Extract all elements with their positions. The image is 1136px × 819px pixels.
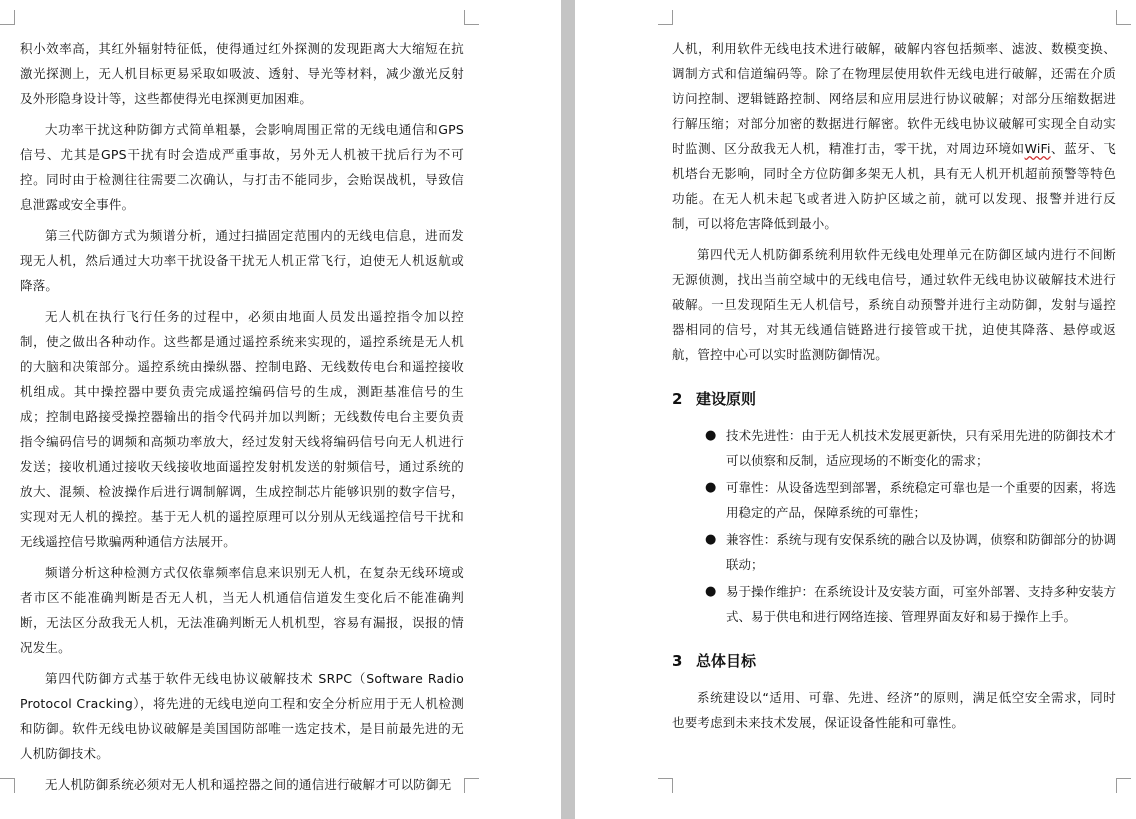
list-item-text: 兼容性：系统与现有安保系统的融合以及协调，侦察和防御部分的协调联动；: [726, 532, 1116, 572]
crop-mark-top-right: [1116, 10, 1131, 25]
bullet-icon: ●: [705, 480, 717, 495]
crop-mark-bottom-right: [1116, 778, 1131, 793]
paragraph[interactable]: 频谱分析这种检测方式仅依靠频率信息来识别无人机，在复杂无线环境或者市区不能准确判断是否无人机，当无人机通信信道发生变化后不能准确判断，无法区分敌我无人机，无法准确判断无人机机型，容易有漏报，误报的情况发生。: [20, 565, 464, 655]
paragraph[interactable]: [672, 36, 1116, 236]
crop-mark-bottom-right: [464, 778, 479, 793]
paragraph[interactable]: 第四代无人机防御系统利用软件无线电处理单元在防御区域内进行不间断无源侦测，找出当前空域中的无线电信号，通过软件无线电协议破解技术进行破解。一旦发现陌生无人机信号，系统自动预警并进行主动防御，发射与遥控器相同的信号，对其无线通信链路进行接管或干扰，迫使其降落、悬停或返航，管控中心可以实时监测防御情况。: [672, 247, 1116, 362]
paragraph[interactable]: 系统建设以“适用、可靠、先进、经济”的原则，满足低空安全需求，同时也要考虑到未来技术发展，保证设备性能和可靠性。: [672, 690, 1116, 730]
paragraph[interactable]: 无人机防御系统必须对无人机和遥控器之间的通信进行破解才可以防御无: [45, 777, 452, 792]
crop-mark-top-left: [658, 10, 673, 25]
list-item[interactable]: [672, 579, 1116, 629]
paragraph[interactable]: 第四代防御方式基于软件无线电协议破解技术 SRPC（Software Radio Protocol Cracking），将先进的无线电逆向工程和安全分析应用于无人机检测和防御。软件无线电协议破解是美国国防部唯一选定技术，是目前最先进的无人机防御技术。: [20, 671, 464, 761]
section-number: 2: [672, 390, 683, 408]
section-heading[interactable]: [672, 649, 1116, 673]
list-item[interactable]: [672, 527, 1116, 577]
paragraph[interactable]: 无人机在执行飞行任务的过程中，必须由地面人员发出遥控指令加以控制，使之做出各种动作。这些都是通过遥控系统来实现的，遥控系统是无人机的大脑和决策部分。遥控系统由操纵器、控制电路、无线数传电台和遥控接收机组成。其中操控器中要负责完成遥控编码信号的生成，测距基准信号的生成；控制电路接受操控器输出的指令代码并加以判断；无线数传电台主要负责指令编码信号的调频和高频功率放大，经过发射天线将编码信号向无人机进行发送；接收机通过接收天线接收地面遥控发射机发送的射频信号，通过系统的放大、混频、检波操作后进行调制解调，生成控制芯片能够识别的数字信号，实现对无人机的操控。基于无人机的遥控原理可以分别从无线遥控信号干扰和无线遥控信号欺骗两种通信方法展开。: [20, 309, 464, 549]
document-page-right[interactable]: [575, 0, 1136, 819]
paragraph[interactable]: 大功率干扰这种防御方式简单粗暴，会影响周围正常的无线电通信和GPS信号、尤其是GPS干扰有时会造成严重事故，另外无人机被干扰后行为不可控。同时由于检测往往需要二次确认，与打击不能同步，会贻误战机，导致信息泄露或安全事件。: [20, 122, 464, 212]
crop-mark-bottom-left: [0, 778, 15, 793]
paragraph-text: 人机，利用软件无线电技术进行破解，破解内容包括频率、滤波、数模变换、调制方式和信道编码等。除了在物理层使用软件无线电进行破解，还需在介质访问控制、逻辑链路控制、网络层和应用层进行协议破解；对部分压缩数据进行解压缩；对部分加密的数据进行解密。软件无线电协议破解可实现全自动实时监测、区分敌我无人机，精准打击，零干扰，对周边环境如: [672, 41, 1116, 156]
document-page-left[interactable]: [0, 0, 561, 819]
bullet-icon: ●: [705, 428, 717, 443]
page-right-text[interactable]: [672, 36, 1116, 741]
crop-mark-bottom-left: [658, 778, 673, 793]
list-item-text: 可靠性：从设备选型到部署，系统稳定可靠也是一个重要的因素，将选用稳定的产品，保障系统的可靠性；: [726, 480, 1116, 520]
paragraph[interactable]: 积小效率高，其红外辐射特征低，使得通过红外探测的发现距离大大缩短在抗激光探测上，无人机目标更易采取如吸波、透射、导光等材料，减少激光反射及外形隐身设计等，这些都使得光电探测更加困难。: [20, 41, 464, 106]
spellcheck-word[interactable]: WiFi: [1024, 141, 1051, 156]
section-heading[interactable]: [672, 387, 1116, 411]
section-title: 总体目标: [696, 652, 757, 670]
page-gutter: [561, 0, 575, 819]
crop-mark-top-right: [464, 10, 479, 25]
list-item-text: 技术先进性：由于无人机技术发展更新快，只有采用先进的防御技术才可以侦察和反制，适应现场的不断变化的需求；: [726, 428, 1116, 468]
paragraph-text: 、蓝牙、飞机塔台无影响，同时全方位防御多架无人机，具有无人机开机超前预警等特色功能。在无人机未起飞或者进入防护区域之前，就可以发现、报警并进行反制，可以将危害降低到最小。: [672, 141, 1116, 231]
section-number: 3: [672, 652, 683, 670]
bullet-icon: ●: [705, 584, 717, 599]
crop-mark-top-left: [0, 10, 15, 25]
page-left-text[interactable]: [20, 36, 464, 803]
list-item[interactable]: [672, 423, 1116, 473]
bullet-icon: ●: [705, 532, 717, 547]
section-title: 建设原则: [696, 390, 757, 408]
list-item[interactable]: [672, 475, 1116, 525]
bullet-list: [672, 423, 1116, 629]
list-item-text: 易于操作维护：在系统设计及安装方面，可室外部署、支持多种安装方式、易于供电和进行网络连接、管理界面友好和易于操作上手。: [726, 584, 1116, 624]
paragraph[interactable]: 第三代防御方式为频谱分析，通过扫描固定范围内的无线电信息，进而发现无人机，然后通过大功率干扰设备干扰无人机正常飞行，迫使无人机返航或降落。: [20, 228, 464, 293]
